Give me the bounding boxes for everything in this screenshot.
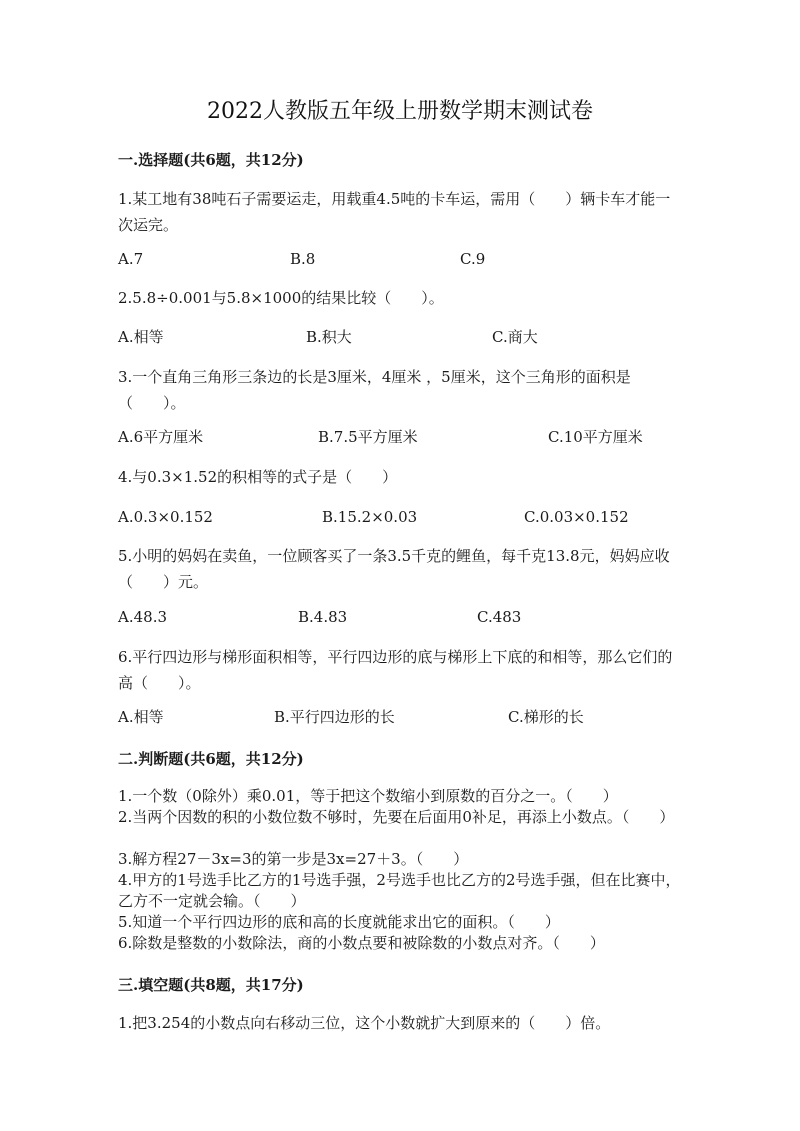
judgment-item-6: 6.除数是整数的小数除法，商的小数点要和被除数的小数点对齐。（ ）: [118, 934, 605, 952]
choice-option-2c: C.商大: [492, 328, 538, 346]
section-heading-judgment: 二.判断题(共6题，共12分): [118, 750, 304, 768]
choice-option-5a: A.48.3: [118, 608, 167, 626]
fill-item-1: 1.把3.254的小数点向右移动三位，这个小数就扩大到原来的（ ）倍。: [118, 1014, 611, 1032]
choice-question-1: 1.某工地有38吨石子需要运走，用载重4.5吨的卡车运，需用（ ）辆卡车才能一次运完。: [118, 190, 671, 234]
judgment-item-1: 1.一个数（0除外）乘0.01，等于把这个数缩小到原数的百分之一。（ ）: [118, 787, 618, 805]
choice-question-5: 5.小明的妈妈在卖鱼，一位顾客买了一条3.5千克的鲤鱼，每千克13.8元，妈妈应收（ ）元。: [118, 547, 670, 591]
section-heading-choice: 一.选择题(共6题，共12分): [118, 151, 304, 169]
choice-option-3c: C.10平方厘米: [548, 428, 643, 446]
section-heading-fill: 三.填空题(共8题，共17分): [118, 976, 304, 994]
choice-question-2: 2.5.8÷0.001与5.8×1000的结果比较（ ）。: [118, 289, 444, 307]
choice-option-1c: C.9: [460, 250, 486, 268]
choice-option-4a: A.0.3×0.152: [118, 508, 213, 526]
choice-option-4c: C.0.03×0.152: [524, 508, 629, 526]
choice-option-4b: B.15.2×0.03: [322, 508, 418, 526]
choice-option-2b: B.积大: [306, 328, 352, 346]
judgment-item-4: 4.甲方的1号选手比乙方的1号选手强，2号选手也比乙方的2号选手强，但在比赛中，乙方不一定就会输。（ ）: [118, 871, 681, 910]
judgment-item-2: 2.当两个因数的积的小数位数不够时，先要在后面用0补足，再添上小数点。（ ）: [118, 808, 675, 826]
choice-question-6: 6.平行四边形与梯形面积相等，平行四边形的底与梯形上下底的和相等，那么它们的高（ ）。: [118, 648, 673, 692]
choice-option-6b: B.平行四边形的长: [274, 708, 395, 726]
choice-option-1b: B.8: [290, 250, 316, 268]
choice-option-3a: A.6平方厘米: [118, 428, 204, 446]
judgment-item-3: 3.解方程27－3x=3的第一步是3x=27＋3。（ ）: [118, 850, 469, 868]
choice-question-3: 3.一个直角三角形三条边的长是3厘米，4厘米 ，5厘米，这个三角形的面积是（ ）。: [118, 368, 631, 412]
choice-option-6c: C.梯形的长: [508, 708, 584, 726]
choice-option-6a: A.相等: [118, 708, 164, 726]
choice-option-5b: B.4.83: [298, 608, 348, 626]
choice-question-4: 4.与0.3×1.52的积相等的式子是（ ）: [118, 468, 398, 486]
choice-option-1a: A.7: [118, 250, 144, 268]
choice-option-5c: C.483: [477, 608, 522, 626]
choice-option-2a: A.相等: [118, 328, 164, 346]
exam-title: 2022人教版五年级上册数学期末测试卷: [207, 99, 593, 124]
choice-option-3b: B.7.5平方厘米: [318, 428, 418, 446]
judgment-item-5: 5.知道一个平行四边形的底和高的长度就能求出它的面积。（ ）: [118, 913, 560, 931]
